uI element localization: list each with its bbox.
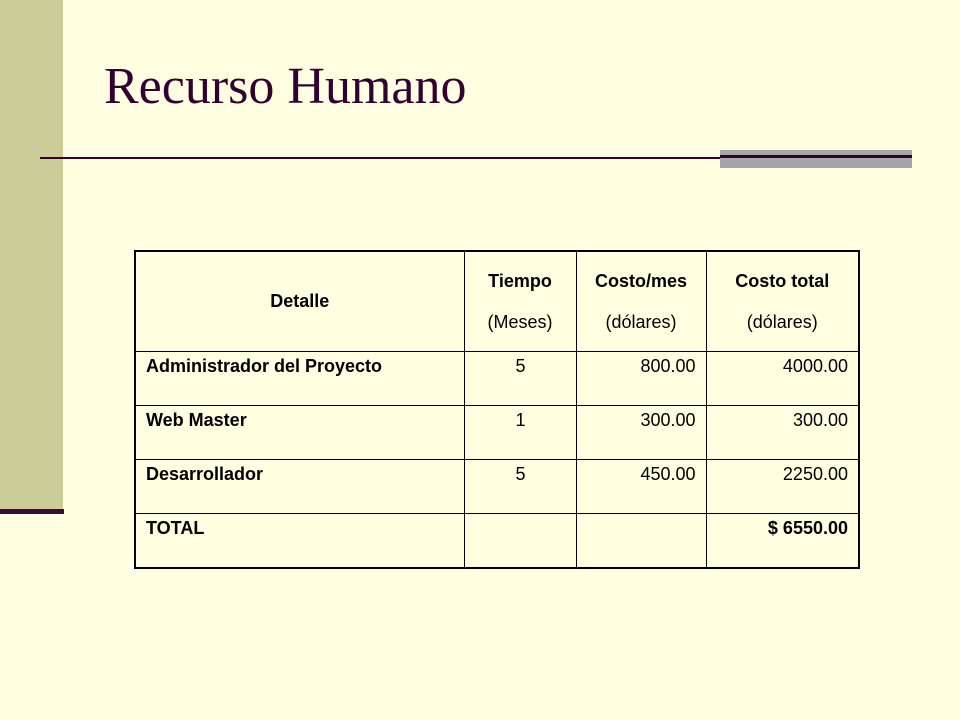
header-costo-total-label: Costo total (735, 270, 830, 291)
table-header-row (135, 251, 859, 352)
cell-tiempo: 1 (464, 406, 576, 460)
header-costo-mes-label: Costo/mes (594, 270, 688, 291)
cell-costo-total: 4000.00 (706, 352, 859, 406)
header-costo-total-unit: (dólares) (746, 311, 818, 332)
cell-tiempo: 5 (464, 352, 576, 406)
table-row (135, 352, 859, 406)
cost-table (134, 250, 860, 569)
cell-detalle: Web Master (135, 406, 464, 460)
table-row (135, 460, 859, 514)
cell-total-costo-mes (576, 514, 706, 569)
cell-costo-total: 300.00 (706, 406, 859, 460)
side-decor-accent (0, 509, 64, 514)
cell-total-label: TOTAL (135, 514, 464, 569)
cell-tiempo: 5 (464, 460, 576, 514)
table-total-row (135, 514, 859, 569)
header-tiempo-label: Tiempo (488, 270, 552, 291)
header-tiempo-unit: (Meses) (487, 311, 553, 332)
header-detalle (135, 251, 464, 352)
table-row (135, 406, 859, 460)
cell-costo-mes: 450.00 (576, 460, 706, 514)
header-costo-mes-unit: (dólares) (605, 311, 677, 332)
cell-total-value: $ 6550.00 (706, 514, 859, 569)
header-costo-mes (576, 251, 706, 352)
header-costo-total (706, 251, 859, 352)
title-divider-accent (720, 150, 912, 168)
cell-detalle: Administrador del Proyecto (135, 352, 464, 406)
side-decor-band (0, 0, 63, 511)
cell-total-tiempo (464, 514, 576, 569)
cell-costo-mes: 800.00 (576, 352, 706, 406)
cell-detalle: Desarrollador (135, 460, 464, 514)
cell-costo-mes: 300.00 (576, 406, 706, 460)
slide-title: Recurso Humano (104, 58, 467, 115)
header-detalle-label: Detalle (270, 291, 330, 311)
header-tiempo (464, 251, 576, 352)
cell-costo-total: 2250.00 (706, 460, 859, 514)
